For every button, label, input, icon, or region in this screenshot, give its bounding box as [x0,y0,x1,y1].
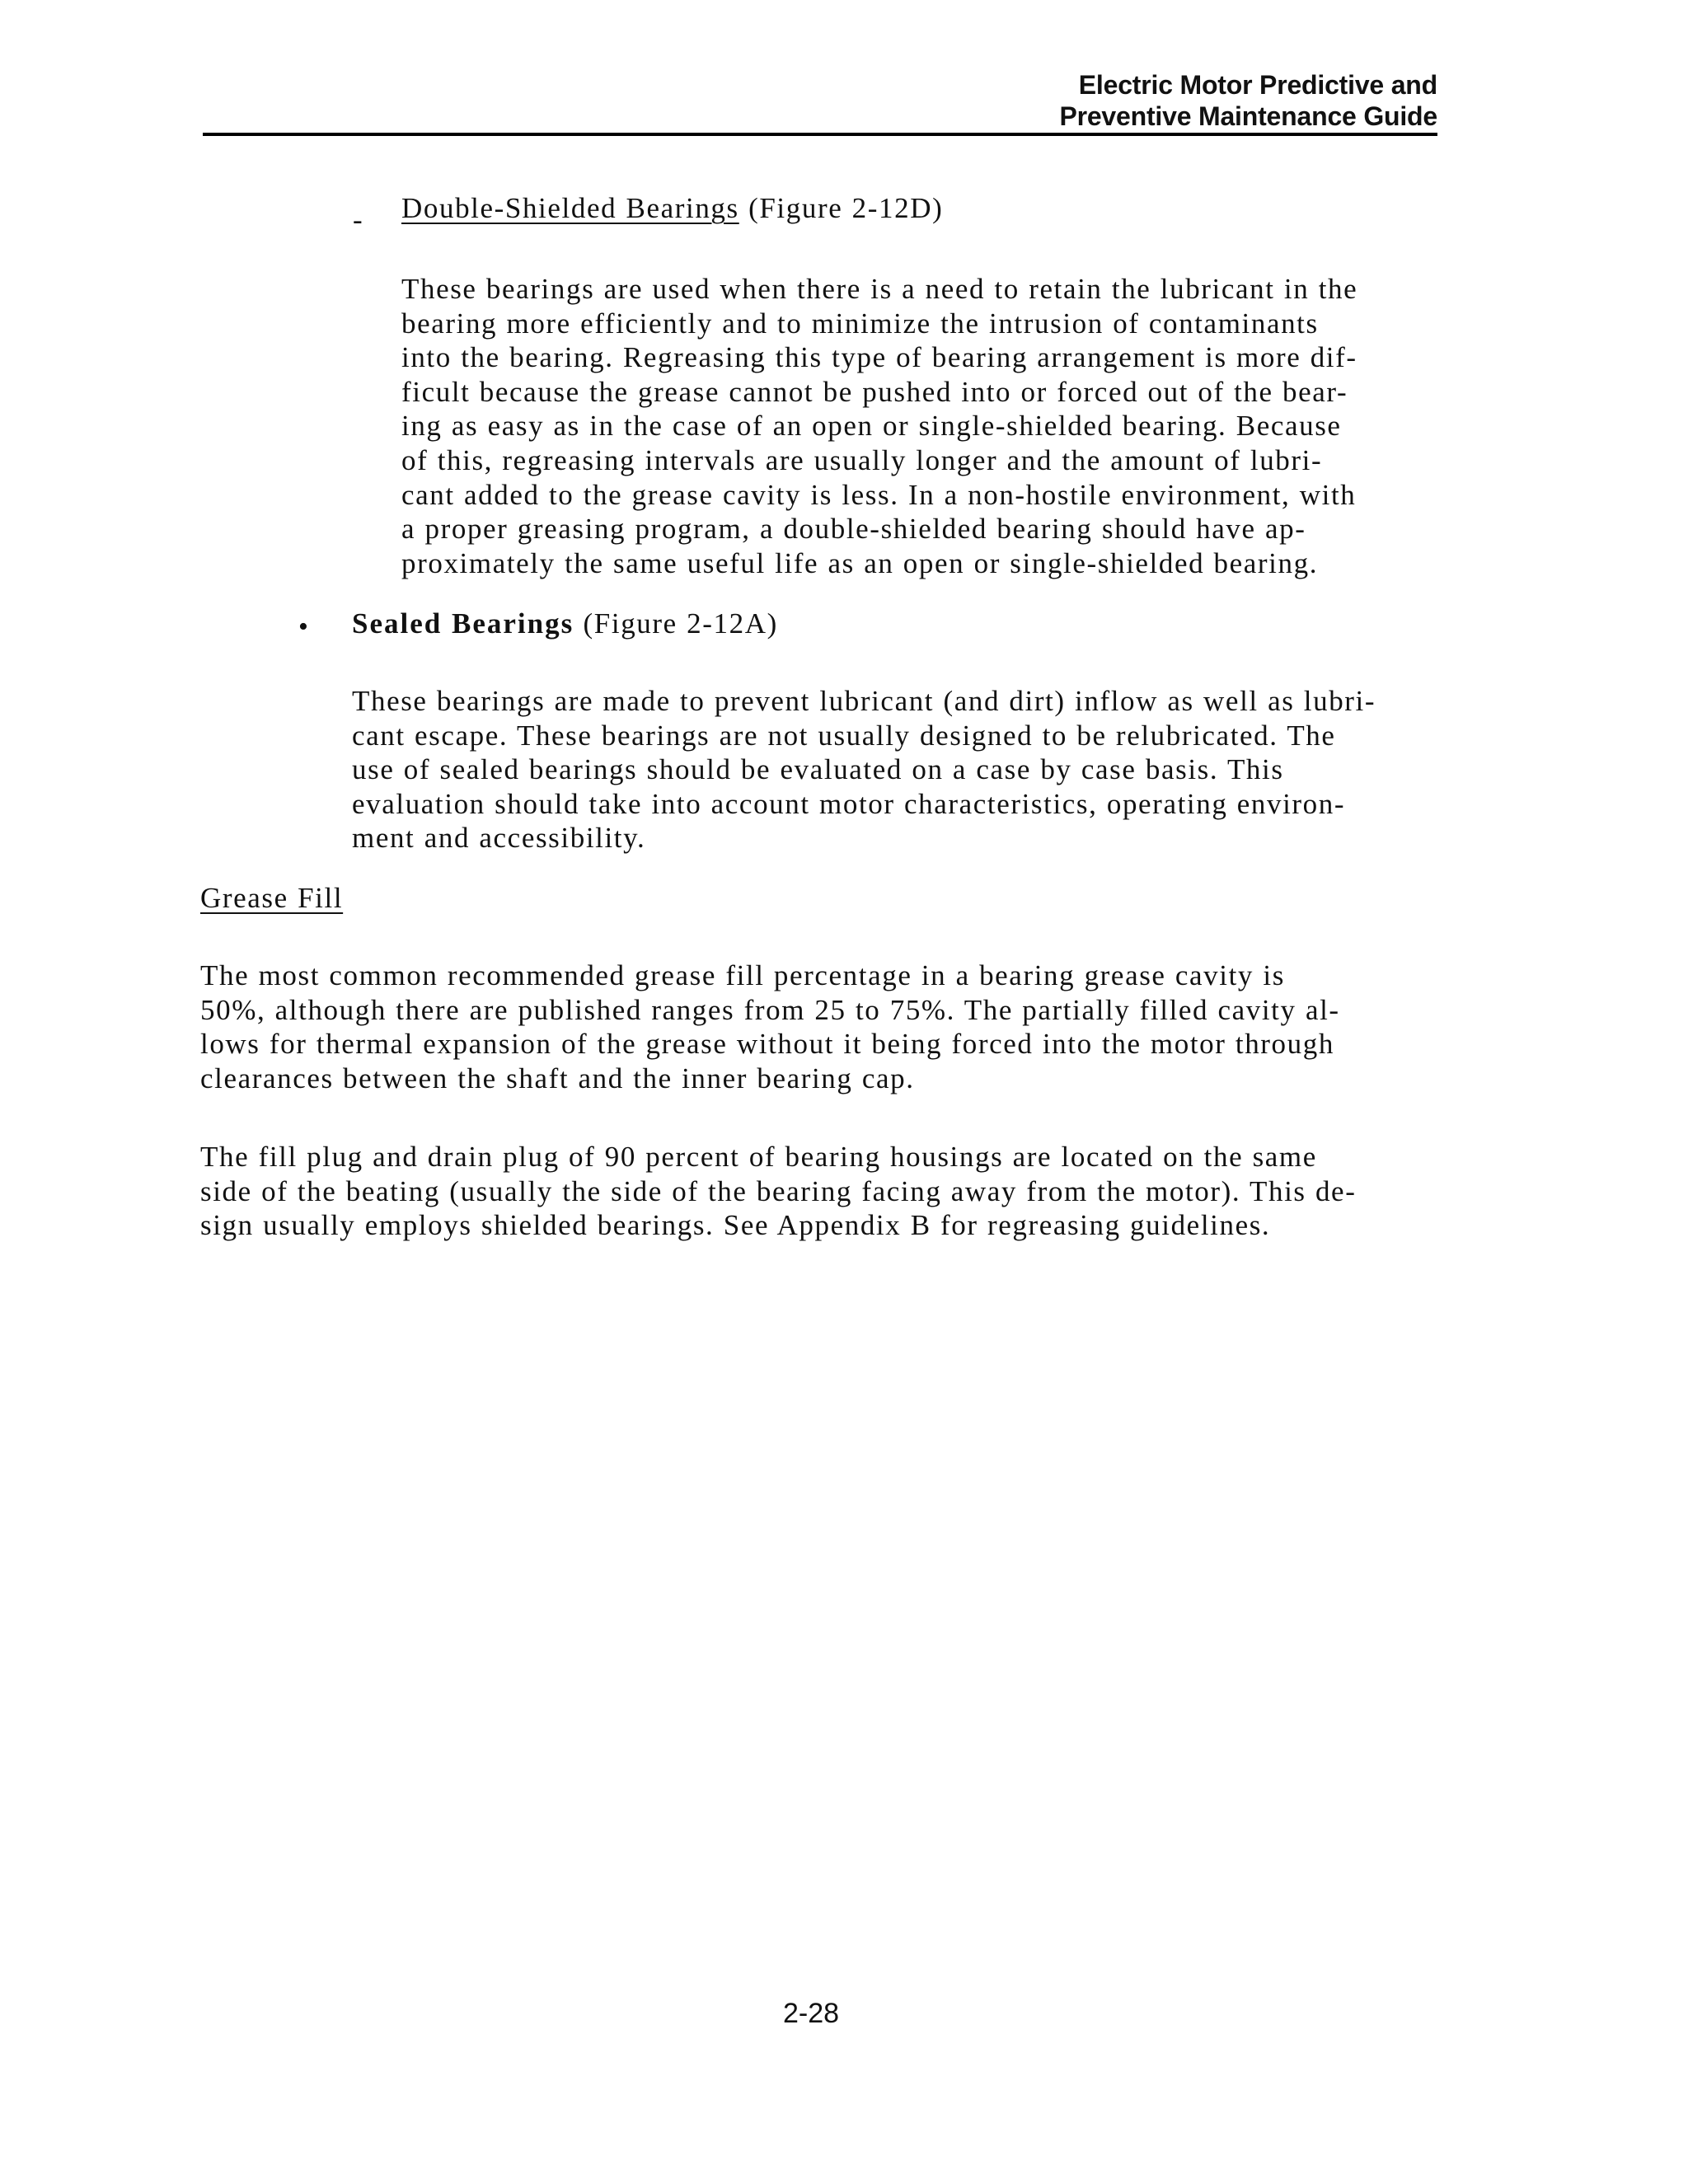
paragraph-line: The most common recommended grease fill percentage in a bearing grease cavity is [200,959,1285,991]
grease-fill-heading [200,881,343,916]
paragraph-line: These bearings are made to prevent lubricant (and dirt) inflow as well as lubri- [352,685,1376,717]
paragraph-line: sign usually employs shielded bearings. See Appendix B for regreasing guidelines. [200,1209,1271,1242]
sealed-bearings-paragraph [352,684,1376,855]
paragraph-line: ing as easy as in the case of an open or single-shielded bearing. Because [401,410,1342,443]
paragraph-line: side of the beating (usually the side of the bearing facing away from the motor). This de- [200,1174,1357,1207]
paragraph-line: bearing more efficiently and to minimize the intrusion of contaminants [401,307,1319,340]
header-line-1: Electric Motor Predictive and [1078,70,1437,100]
paragraph-line: These bearings are used when there is a need to retain the lubricant in the [401,273,1358,305]
paragraph-line: proximately the same useful life as an open or single-shielded bearing. [401,546,1319,579]
grease-fill-paragraph-2 [200,1140,1356,1243]
dash-list-marker: - [353,204,364,236]
paragraph-line: ficult because the grease cannot be pushed into or forced out of the bear- [401,375,1348,408]
paragraph-line: ment and accessibility. [352,822,646,855]
paragraph-line: The fill plug and drain plug of 90 percent of bearing housings are located on the same [200,1141,1317,1173]
paragraph-line: use of sealed bearings should be evaluated on a case by case basis. This [352,753,1284,786]
paragraph-line: lows for thermal expansion of the grease without it being forced into the motor through [200,1028,1334,1061]
paragraph-line: a proper greasing program, a double-shielded bearing should have ap- [401,513,1306,546]
sealed-bearings-title: Sealed Bearings [352,607,574,640]
double-shielded-heading [401,191,943,226]
running-header [1059,69,1437,132]
paragraph-line: 50%, although there are published ranges from 25 to 75%. The partially filled cavity al- [200,993,1340,1026]
paragraph-line: cant added to the grease cavity is less. In a non-hostile environment, with [401,478,1357,511]
paragraph-line: evaluation should take into account motor characteristics, operating environ- [352,787,1346,820]
double-shielded-paragraph [401,272,1357,580]
double-shielded-figure-ref: (Figure 2-12D) [738,192,944,224]
grease-fill-title: Grease Fill [200,882,344,914]
paragraph-line: cant escape. These bearings are not usually designed to be relubricated. The [352,719,1336,752]
grease-fill-paragraph-1 [200,958,1340,1095]
bullet-marker: • [298,612,310,642]
paragraph-line: of this, regreasing intervals are usually longer and the amount of lubri- [401,443,1323,476]
paragraph-line: into the bearing. Regreasing this type of bearing arrangement is more dif- [401,341,1357,374]
header-rule [203,133,1437,136]
sealed-figure-ref: (Figure 2-12A) [574,607,778,640]
page-number: 2-28 [782,1998,840,2029]
double-shielded-title: Double-Shielded Bearings [401,192,739,224]
sealed-bearings-heading [352,607,778,641]
header-line-2: Preventive Maintenance Guide [1059,101,1437,131]
paragraph-line: clearances between the shaft and the inner bearing cap. [200,1062,915,1094]
